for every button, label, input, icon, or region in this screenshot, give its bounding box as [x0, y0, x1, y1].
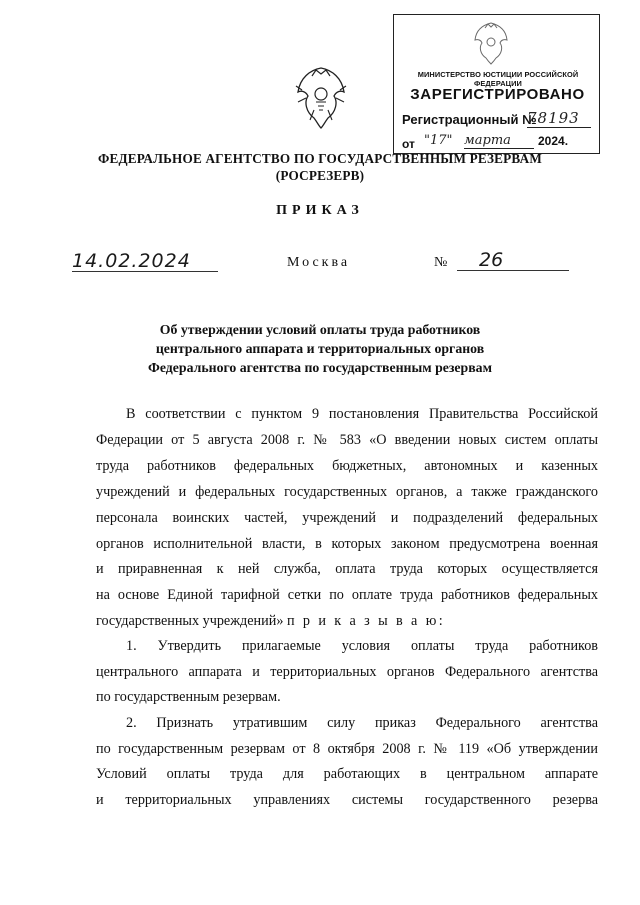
coat-of-arms-emblem [292, 62, 350, 130]
agency-abbreviation: (РОСРЕЗЕРВ) [275, 168, 365, 183]
body-text: государственных учреждений» [96, 613, 284, 629]
body-line: В соответствии с пунктом 9 постановления Правительства Российской [126, 406, 598, 422]
order-date: 14.02.2024 [72, 251, 218, 272]
body-line: на основе Единой тарифной сетки по оплате труда работников федеральных [96, 587, 598, 603]
body-line: труда работников федеральных бюджетных, автономных и казенных [96, 458, 598, 474]
stamp-reg-number: 78193 [527, 109, 591, 128]
order-number-label: № [434, 255, 448, 270]
order-number: 26 [457, 250, 569, 271]
order-word: п р и к а з ы в а ю: [286, 613, 446, 629]
body-line: и приравненная к ней служба, оплата труда которых осуществляется [96, 561, 598, 577]
body-line: 2. Признать утратившим силу приказ Федерального агентства [126, 715, 598, 731]
document-type: ПРИКАЗ [276, 203, 364, 218]
body-line: по государственным резервам. [96, 689, 281, 705]
body-line-with-order [96, 611, 598, 631]
heading-line: центрального аппарата и территориальных органов [155, 341, 485, 356]
body-line: центрального аппарата и территориальных органов Федерального агентства [96, 664, 598, 680]
body-line: учреждений и федеральных государственных органов, а также гражданского [96, 484, 598, 500]
heading-line: Об утверждении условий оплаты труда работников [159, 322, 481, 337]
agency-name: ФЕДЕРАЛЬНОЕ АГЕНТСТВО ПО ГОСУДАРСТВЕННЫМ РЕЗЕРВАМ [98, 151, 542, 166]
registration-stamp [393, 14, 600, 154]
body-line: и территориальных управлениях системы государственного резерва [96, 792, 598, 808]
stamp-from-label: от [402, 137, 415, 151]
stamp-ministry-name: МИНИСТЕРСТВО ЮСТИЦИИ РОССИЙСКОЙ ФЕДЕРАЦИИ [417, 70, 579, 88]
stamp-year: 2024. [538, 134, 569, 148]
body-line: органов исполнительной власти, в которых законом предусмотрена военная [96, 536, 598, 552]
body-line: 1. Утвердить прилагаемые условия оплаты труда работников [126, 638, 598, 654]
heading-line: Федерального агентства по государственным резервам [148, 360, 492, 375]
stamp-emblem-icon [470, 19, 512, 65]
stamp-day: "17" [424, 133, 453, 148]
stamp-registered-label: ЗАРЕГИСТРИРОВАНО [410, 86, 585, 103]
body-line: персонала воинских частей, учреждений и подразделений федеральных [96, 510, 598, 526]
stamp-reg-number-label: Регистрационный № [402, 112, 537, 127]
body-line: по государственным резервам от 8 октября 2008 г. № 119 «Об утверждении [96, 741, 598, 757]
order-city: Москва [287, 255, 351, 270]
stamp-month: марта [464, 133, 534, 149]
body-line: Условий оплаты труда для работающих в центральном аппарате [96, 766, 598, 782]
body-line: Федерации от 5 августа 2008 г. № 583 «О введении новых систем оплаты [96, 432, 598, 448]
